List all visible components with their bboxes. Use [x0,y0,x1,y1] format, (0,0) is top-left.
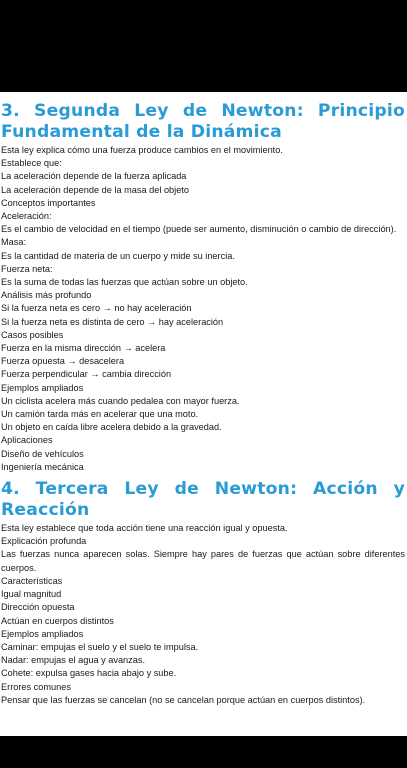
text-line: Explicación profunda [1,536,87,547]
text-line: Si la fuerza neta es distinta de cero → hay aceleración [1,316,224,327]
text-line: Fuerza opuesta → desacelera [1,356,125,367]
text-line: Esta ley establece que toda acción tiene una reacción igual y opuesta. [1,523,288,534]
section-3-body [1,144,407,474]
text-line: Caminar: empujas el suelo y el suelo te impulsa. [1,641,199,652]
text-line: Conceptos importantes [1,197,96,208]
text-line: Ingeniería mecánica [1,461,84,472]
text-line: Las fuerzas nunca aparecen solas. Siempre hay pares de fuerzas que actúan sobre diferentes cuerpos. [1,549,405,573]
top-black-bar [0,0,407,92]
text-line: Análisis más profundo [1,290,92,301]
text-line: Esta ley explica cómo una fuerza produce cambios en el movimiento. [1,145,283,155]
text-line: Fuerza perpendicular → cambia dirección [1,369,172,380]
text-line: Igual magnitud [1,589,62,600]
text-line: Fuerza en la misma dirección → acelera [1,343,166,354]
text-line: Un objeto en caída libre acelera debido a la gravedad. [1,422,222,433]
text-line: Características [1,575,63,586]
text-line: Un ciclista acelera más cuando pedalea con mayor fuerza. [1,395,240,406]
bottom-black-bar [0,736,407,768]
text-line: Ejemplos ampliados [1,628,84,639]
text-line: Diseño de vehículos [1,448,84,459]
text-line: Pensar que las fuerzas se cancelan (no se cancelan porque actúan en cuerpos distintos). [1,694,366,705]
text-line: Si la fuerza neta es cero → no hay aceleración [1,303,192,314]
text-line: Ejemplos ampliados [1,382,84,393]
text-line: Masa: [1,237,27,248]
text-line: Cohete: expulsa gases hacia abajo y sube. [1,668,177,679]
text-line: Aceleración: [1,211,52,222]
text-line: Nadar: empujas el agua y avanzas. [1,655,146,666]
text-line: Es la cantidad de materia de un cuerpo y mide su inercia. [1,250,235,261]
document-content [0,101,407,707]
document-page [0,92,407,736]
section-4-heading: 4. Tercera Ley de Newton: Acción y Reacción [1,479,405,521]
text-line: Dirección opuesta [1,602,75,613]
text-line: La aceleración depende de la fuerza aplicada [1,171,187,182]
text-line: Fuerza neta: [1,263,53,274]
text-line: Errores comunes [1,681,71,692]
section-4-body [1,522,407,707]
text-line: Casos posibles [1,329,64,340]
text-line: La aceleración depende de la masa del objeto [1,184,189,195]
text-line: Aplicaciones [1,435,53,446]
section-3-heading: 3. Segunda Ley de Newton: Principio Fundamental de la Dinámica [1,101,405,142]
text-line: Es el cambio de velocidad en el tiempo (puede ser aumento, disminución o cambio de dirección). [1,224,397,235]
text-line: Establece que: [1,158,62,169]
text-line: Un camión tarda más en acelerar que una moto. [1,409,199,420]
text-line: Es la suma de todas las fuerzas que actúan sobre un objeto. [1,277,248,288]
text-line: Actúan en cuerpos distintos [1,615,114,626]
